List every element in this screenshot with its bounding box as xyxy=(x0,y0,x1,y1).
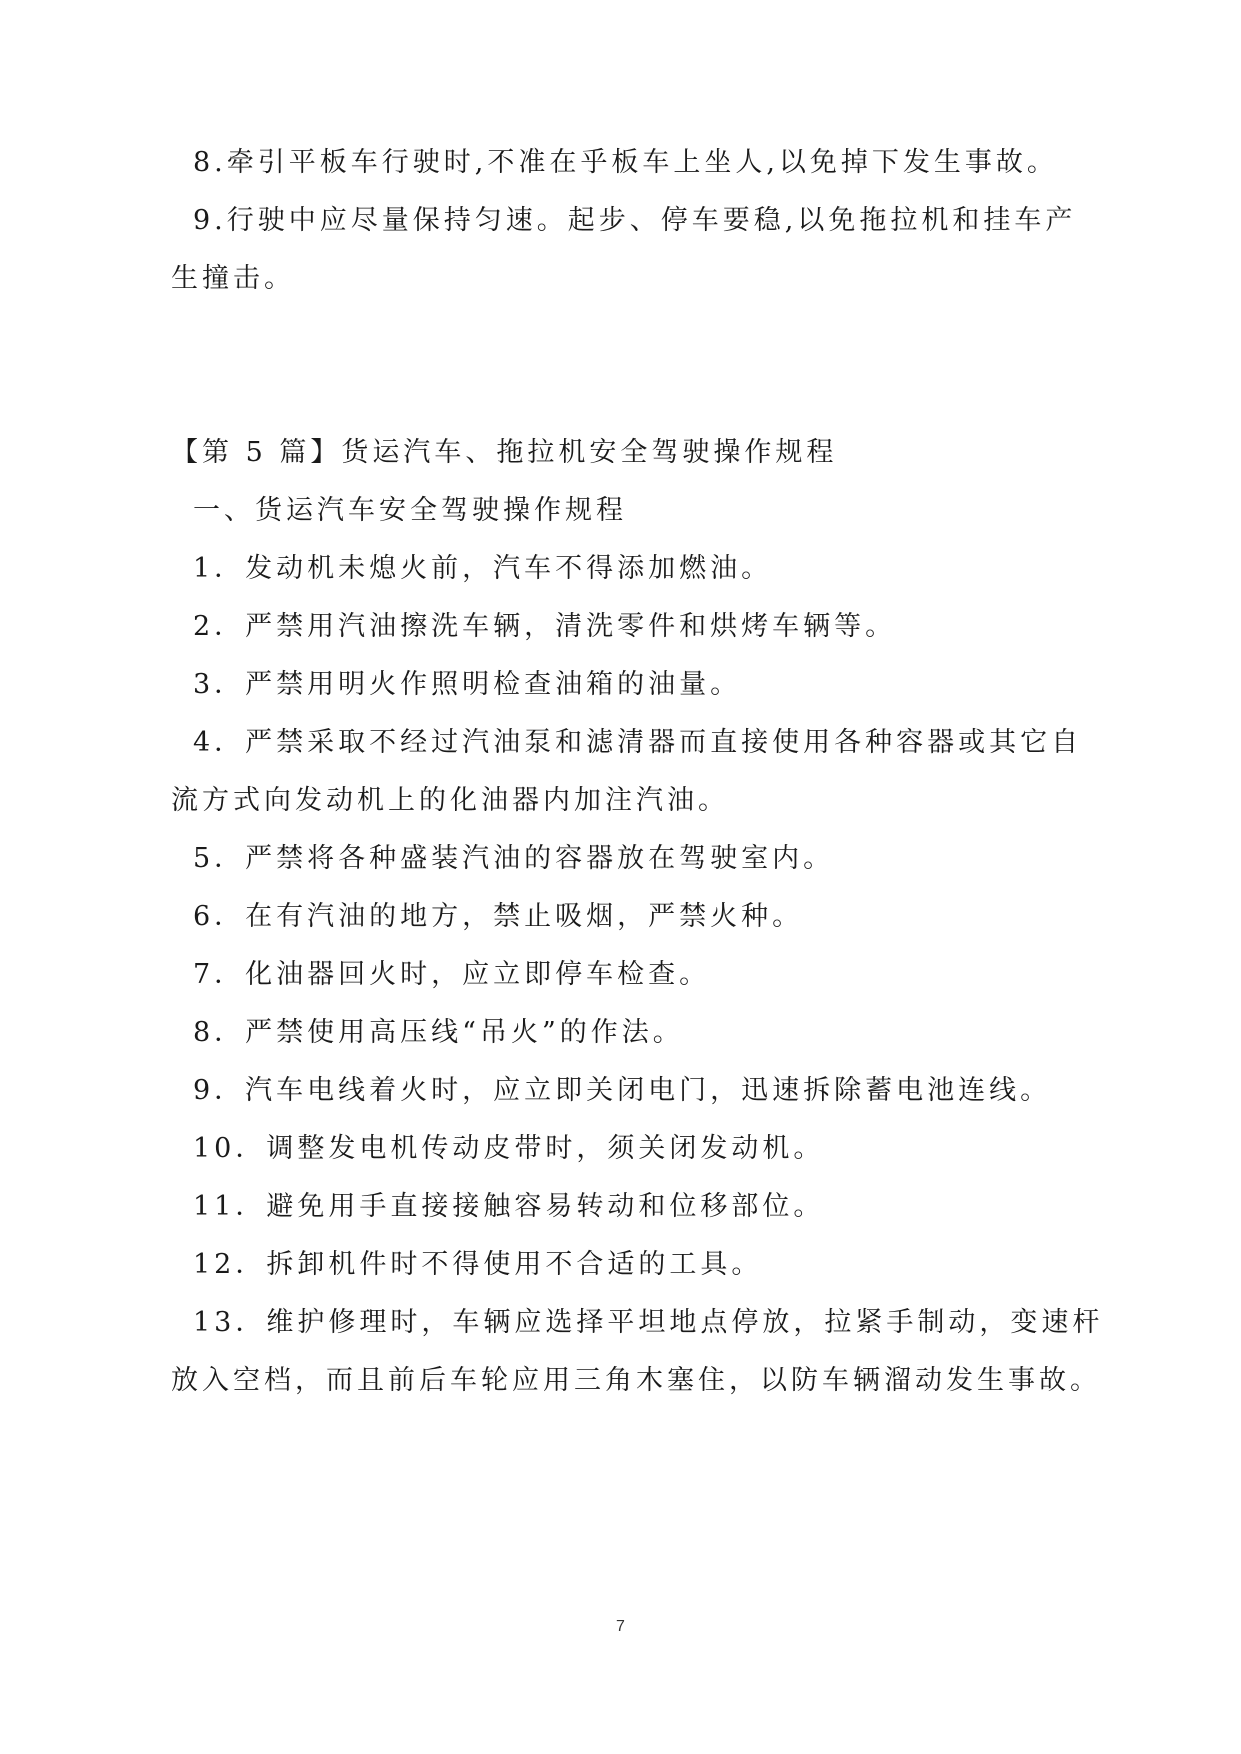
list-item-2: 2．严禁用汽油擦洗车辆，清洗零件和烘烤车辆等。 xyxy=(193,611,897,642)
paragraph-item-9-line1: 9.行驶中应尽量保持匀速。起步、停车要稳,以免拖拉机和挂车产 xyxy=(193,205,1077,236)
list-item-4-line1: 4．严禁采取不经过汽油泵和滤清器而直接使用各种容器或其它自 xyxy=(193,727,1083,758)
list-item-13-line1: 13．维护修理时，车辆应选择平坦地点停放，拉紧手制动，变速杆 xyxy=(193,1307,1104,1338)
list-item-8: 8．严禁使用高压线“吊火”的作法。 xyxy=(193,1017,684,1048)
section-title: 【第 5 篇】货运汽车、拖拉机安全驾驶操作规程 xyxy=(171,437,838,468)
list-item-10: 10．调整发电机传动皮带时，须关闭发动机。 xyxy=(193,1133,825,1164)
paragraph-item-9-line2: 生撞击。 xyxy=(171,263,295,294)
list-item-7: 7．化油器回火时，应立即停车检查。 xyxy=(193,959,711,990)
list-item-13-line2: 放入空档，而且前后车轮应用三角木塞住，以防车辆溜动发生事故。 xyxy=(171,1365,1101,1396)
subsection-title: 一、货运汽车安全驾驶操作规程 xyxy=(193,495,627,526)
list-item-12: 12．拆卸机件时不得使用不合适的工具。 xyxy=(193,1249,763,1280)
list-item-3: 3．严禁用明火作照明检查油箱的油量。 xyxy=(193,669,742,700)
list-item-9: 9．汽车电线着火时，应立即关闭电门，迅速拆除蓄电池连线。 xyxy=(193,1075,1052,1106)
page-number: 7 xyxy=(616,1618,625,1635)
list-item-1: 1．发动机未熄火前，汽车不得添加燃油。 xyxy=(193,553,773,584)
list-item-6: 6．在有汽油的地方，禁止吸烟，严禁火种。 xyxy=(193,901,804,932)
list-item-5: 5．严禁将各种盛装汽油的容器放在驾驶室内。 xyxy=(193,843,835,874)
list-item-11: 11．避免用手直接接触容易转动和位移部位。 xyxy=(193,1191,825,1222)
list-item-4-line2: 流方式向发动机上的化油器内加注汽油。 xyxy=(171,785,729,816)
paragraph-item-8: 8.牵引平板车行驶时,不准在乎板车上坐人,以免掉下发生事故。 xyxy=(193,147,1058,178)
